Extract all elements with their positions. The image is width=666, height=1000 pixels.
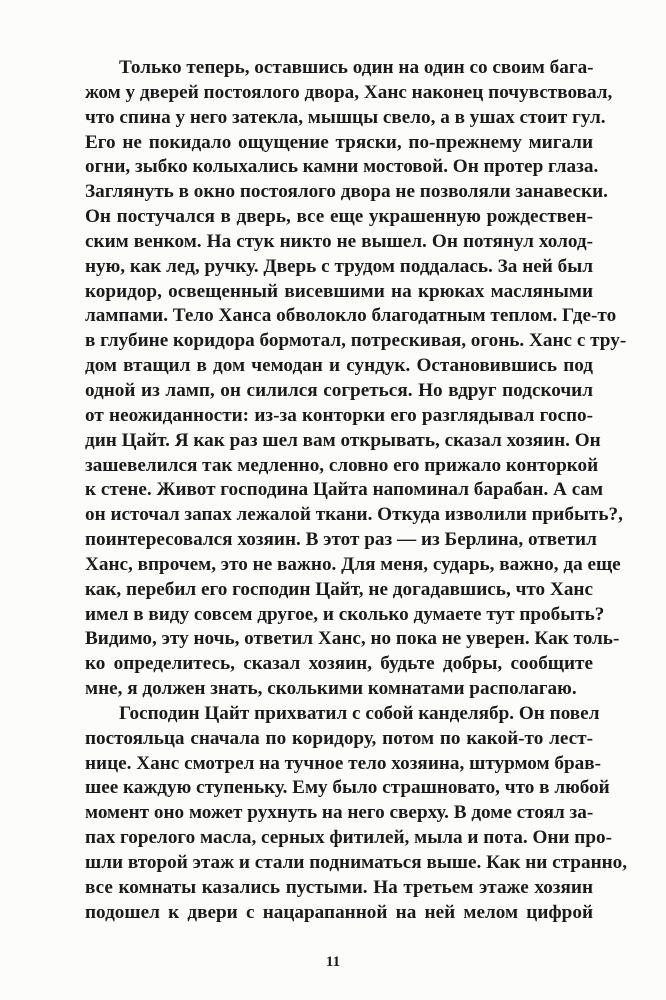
text-line: мне, я должен знать, сколькими комнатами располагаю. (85, 678, 577, 700)
text-line: поинтересовался хозяин. В этот раз — из Берлина, ответил (85, 529, 597, 551)
text-line: коридор, освещенный висевшими на крюках масляными (85, 280, 593, 302)
text-line: Заглянуть в окно постоялого двора не позволяли занавески. (85, 181, 608, 203)
text-line: ко определитесь, сказал хозяин, будьте добры, сообщите (85, 653, 593, 675)
text-line: нице. Ханс смотрел на тучное тело хозяина, штурмом брав- (85, 752, 601, 774)
text-line: подошел к двери с нацарапанной на ней мелом цифрой (85, 901, 593, 923)
text-line: постояльца сначала по коридору, потом по какой-то лест- (85, 727, 593, 749)
text-line: шее каждую ступеньку. Ему было страшновато, что в любой (85, 777, 610, 799)
text-line: как, перебил его господин Цайт, не догадавшись, что Ханс (85, 578, 593, 600)
text-line: Только теперь, оставшись один на один со своим бага- (119, 57, 594, 78)
text-line: имел в виду совсем другое, и сколько думаете тут пробыть? (85, 603, 605, 625)
text-line: одной из ламп, он силился согреться. Но вдруг подскочил (85, 379, 593, 401)
text-line: огни, зыбко колыхались камни мостовой. Он протер глаза. (85, 156, 599, 178)
text-line: момент оно может рухнуть на него сверху. В доме стоял за- (85, 802, 594, 824)
text-line: Ханс, впрочем, это не важно. Для меня, сударь, важно, да еще (85, 553, 621, 575)
text-line: Господин Цайт прихватил с собой канделябр. Он повел (119, 702, 600, 724)
body-text (85, 56, 628, 926)
text-line: ским венком. На стук никто не вышел. Он потянул холод- (85, 230, 593, 252)
text-line: дин Цайт. Я как раз шел вам открывать, сказал хозяин. Он (85, 429, 601, 451)
text-line: что спина у него затекла, мышцы свело, а в ушах стоит гул. (85, 106, 606, 128)
text-line: лампами. Тело Ханса обволокло благодатным теплом. Где-то (85, 305, 617, 327)
text-line: Видимо, эту ночь, ответил Ханс, но пока не уверен. Как толь- (85, 628, 620, 650)
text-line: зашевелился так медленно, словно его прижало конторкой (85, 454, 599, 476)
text-line: он источал запах лежалой ткани. Откуда изволили прибыть?, (85, 504, 623, 526)
text-line: Его не покидало ощущение тряски, по-прежнему мигали (85, 131, 593, 153)
text-line: ную, как лед, ручку. Дверь с трудом поддалась. За ней был (85, 255, 593, 277)
text-line: дом втащил в дом чемодан и сундук. Остановившись под (85, 355, 593, 377)
text-line: к стене. Живот господина Цайта напоминал барабан. А сам (85, 479, 604, 501)
text-line: пах горелого масла, серных фитилей, мыла и пота. Они про- (85, 827, 612, 849)
text-line: все комнаты казались пустыми. На третьем этаже хозяин (85, 876, 593, 898)
page-number: 11 (325, 954, 341, 970)
text-line: шли второй этаж и стали подниматься выше. Как ни странно, (85, 852, 628, 873)
text-line: Он постучался в дверь, все еще украшенную рождествен- (85, 206, 593, 228)
text-line: жом у дверей постоялого двора, Ханс наконец почувствовал, (85, 81, 613, 103)
text-line: в глубине коридора бормотал, потрескивая, огонь. Ханс с тру- (85, 330, 627, 352)
text-line: от неожиданности: из-за конторки его разглядывал госпо- (85, 404, 593, 426)
